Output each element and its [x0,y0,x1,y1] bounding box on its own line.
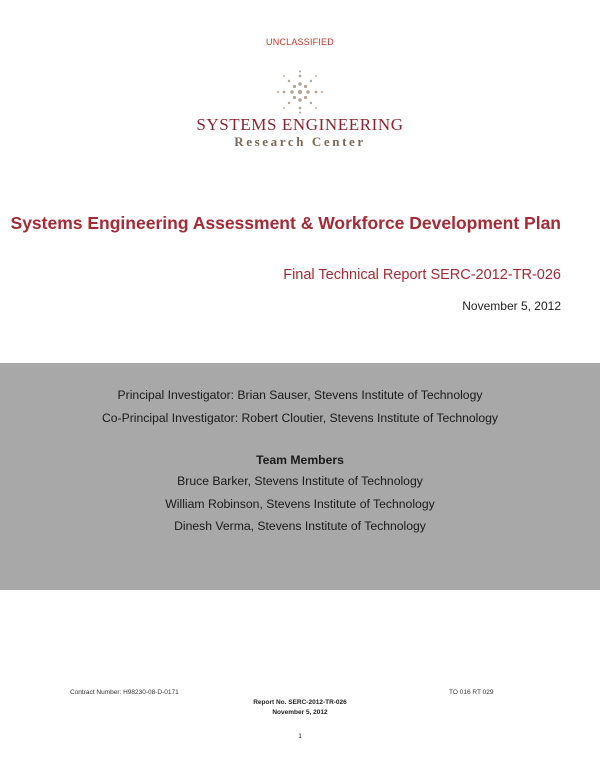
investigators-panel [0,363,600,590]
team-members-heading: Team Members [256,453,344,467]
page-number: 1 [298,733,302,740]
serc-logo [0,70,600,149]
co-principal-investigator: Co-Principal Investigator: Robert Cloutier, Stevens Institute of Technology [101,411,499,425]
team-member: Dinesh Verma, Stevens Institute of Technology [174,519,426,533]
footer-report-number: Report No. SERC-2012-TR-026 [253,699,347,706]
report-date: November 5, 2012 [462,299,561,313]
report-subtitle: Final Technical Report SERC-2012-TR-026 [283,267,561,283]
team-member: William Robinson, Stevens Institute of Technology [165,497,435,511]
principal-investigator: Principal Investigator: Brian Sauser, Stevens Institute of Technology [117,388,483,402]
team-member: Bruce Barker, Stevens Institute of Technology [177,474,423,488]
task-order-number: TO 016 RT 029 [449,689,494,696]
logo-text-line1: SYSTEMS ENGINEERING [196,115,404,134]
logo-text-line2: Research Center [234,134,366,149]
starburst-logo-icon [275,70,325,114]
classification-marking: UNCLASSIFIED [266,37,334,47]
contract-number: Contract Number: H98230-08-D-0171 [70,689,179,696]
footer-date: November 5, 2012 [272,709,328,716]
document-title: Systems Engineering Assessment & Workforce Development Plan [10,213,561,233]
